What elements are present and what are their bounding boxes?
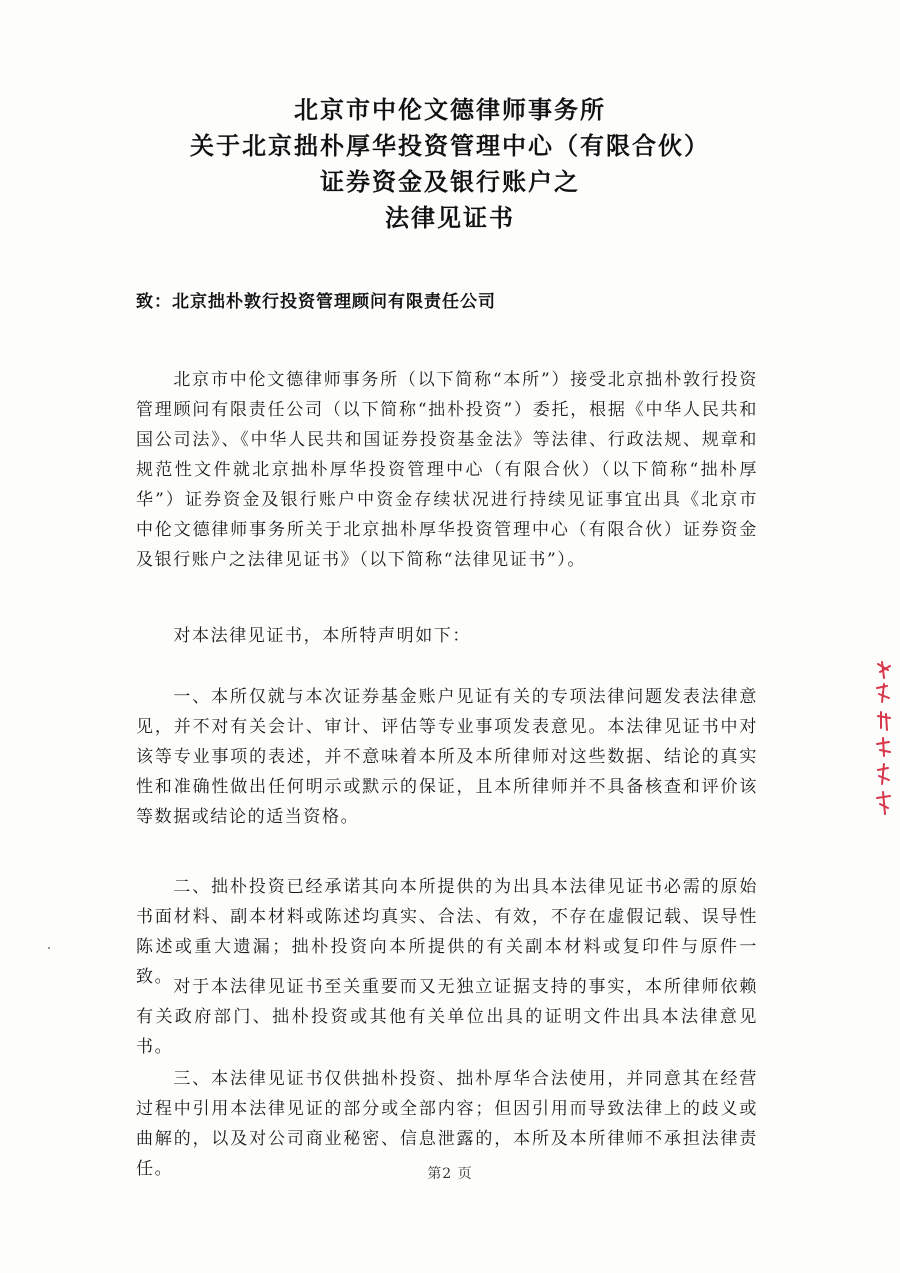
seal-fragment-icon: [872, 658, 896, 820]
document-title: [0, 92, 900, 236]
title-line-firm: 北京市中伦文德律师事务所: [294, 95, 606, 124]
scan-speck: [48, 947, 50, 949]
clause-one: 一、本所仅就与本次证券基金账户见证有关的专项法律问题发表法律意见，并不对有关会计、审计、评估等专业事项发表意见。本法律见证书中对该等专业事项的表述，并不意味着本所及本所律师对这些数据、结论的真实性和准确性做出任何明示或默示的保证，且本所律师并不具备核查和评价该等数据或结论的适当资格。: [136, 687, 758, 827]
clause-three: 三、本法律见证书仅供拙朴投资、拙朴厚华合法使用，并同意其在经营过程中引用本法律见证的部分或全部内容；但因引用而导致法律上的歧义或曲解的，以及对公司商业秘密、信息泄露的，本所及本所律师不承担法律责任。: [136, 1069, 758, 1179]
declaration-lead: 对本法律见证书，本所特声明如下：: [173, 626, 471, 646]
clause-two-supplement: 对于本法律见证书至关重要而又无独立证据支持的事实，本所律师依赖有关政府部门、拙朴投资或其他有关单位出具的证明文件出具本法律意见书。: [136, 977, 758, 1057]
addressee: 致：北京拙朴敦行投资管理顾问有限责任公司: [136, 292, 496, 312]
page-number: 第2 页: [427, 1166, 473, 1182]
title-line-accounts: 证券资金及银行账户之: [320, 167, 580, 196]
title-line-subject: 关于北京拙朴厚华投资管理中心（有限合伙）: [190, 131, 710, 160]
title-line-doc-type: 法律见证书: [385, 203, 515, 232]
clause-two: 二、拙朴投资已经承诺其向本所提供的为出具本法律见证书必需的原始书面材料、副本材料或陈述均真实、合法、有效，不存在虚假记载、误导性陈述或重大遗漏；拙朴投资向本所提供的有关副本材料或复印件与原件一致。: [136, 877, 758, 987]
intro-paragraph: 北京市中伦文德律师事务所（以下简称“本所”）接受北京拙朴敦行投资管理顾问有限责任公司（以下简称“拙朴投资”）委托，根据《中华人民共和国公司法》、《中华人民共和国证券投资基金法》等法律、行政法规、规章和规范性文件就北京拙朴厚华投资管理中心（有限合伙）（以下简称“拙朴厚华”）证券资金及银行账户中资金存续状况进行持续见证事宜出具《北京市中伦文德律师事务所关于北京拙朴厚华投资管理中心（有限合伙）证券资金及银行账户之法律见证书》（以下简称“法律见证书”）。: [136, 370, 758, 570]
